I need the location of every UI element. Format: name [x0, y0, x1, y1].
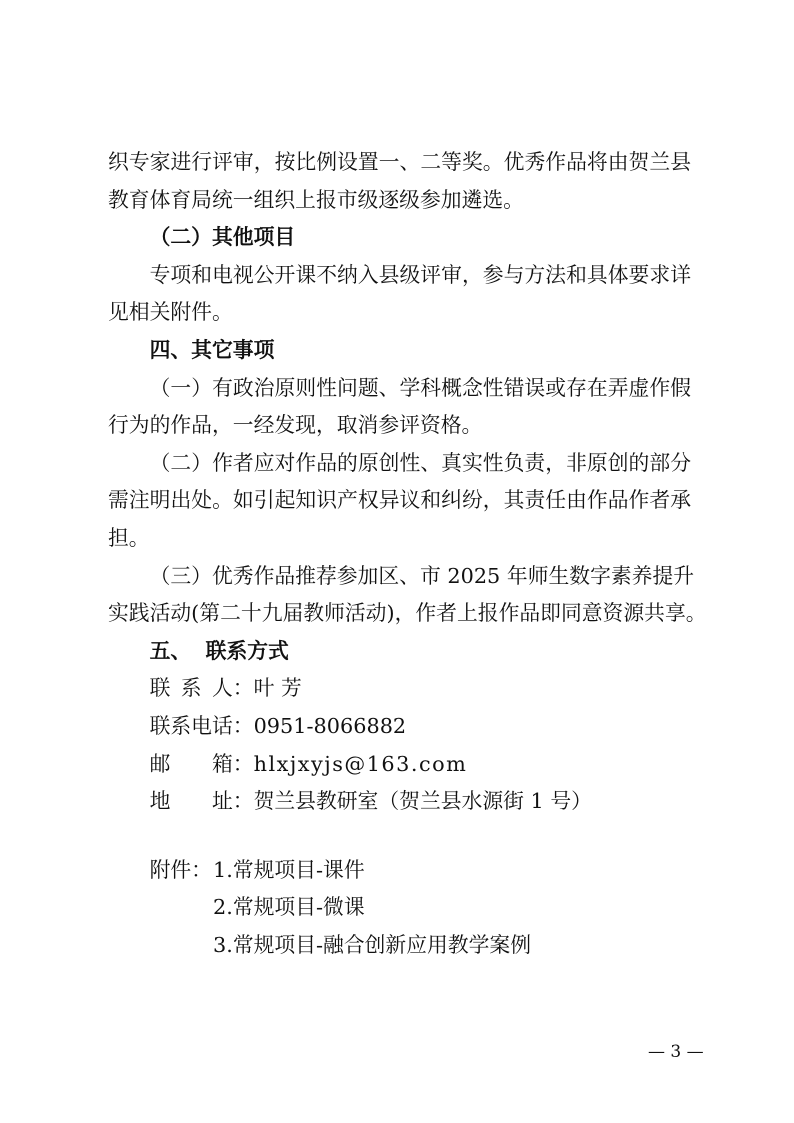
document-body	[108, 144, 707, 964]
paragraph-line: 织专家进行评审，按比例设置一、二等奖。优秀作品将由贺兰县	[108, 150, 691, 174]
paragraph-line: 需注明出处。如引起知识产权异议和纠纷，其责任由作品作者承	[108, 488, 691, 513]
paragraph-line: （二）作者应对作品的原创性、真实性负责，非原创的部分	[149, 450, 691, 475]
contact-email-label: 邮 箱	[149, 751, 233, 776]
page-number: — 3 —	[648, 1042, 704, 1062]
paragraph-line: 教育体育局统一组织上报市级逐级参加遴选。	[108, 187, 524, 212]
contact-person-label: 联 系 人	[149, 676, 233, 701]
colon: ：	[232, 789, 254, 814]
attachment-item: 2.常规项目-微课	[212, 895, 365, 920]
paragraph-line: （一）有政治原则性问题、学科概念性错误或存在弄虚作假	[149, 375, 691, 400]
contact-person-value: 叶 芳	[253, 676, 302, 701]
contact-address-row	[108, 783, 691, 821]
contact-email-row	[108, 746, 691, 784]
paragraph-line: 见相关附件。	[108, 300, 233, 325]
section-heading: 四、其它事项	[149, 337, 275, 362]
blank-line	[108, 821, 691, 852]
paragraph-line: 行为的作品，一经发现，取消参评资格。	[108, 413, 483, 438]
attachments-block	[108, 852, 691, 965]
paragraph-line: 担。	[108, 525, 150, 550]
colon: ：	[232, 676, 254, 701]
contact-phone-label: 联系电话	[149, 713, 233, 738]
colon: ：	[232, 751, 254, 776]
section-heading: 五、 联系方式	[149, 638, 289, 663]
paragraph-line: 实践活动(第二十九届教师活动)，作者上报作品即同意资源共享。	[108, 601, 707, 626]
contact-phone-row	[108, 708, 691, 746]
subsection-heading: （二）其他项目	[149, 225, 296, 250]
paragraph-line: （三）优秀作品推荐参加区、市 2025 年师生数字素养提升	[149, 563, 695, 588]
attachment-item: 3.常规项目-融合创新应用教学案例	[212, 932, 532, 957]
contact-person-row	[108, 670, 691, 708]
contact-address-value: 贺兰县教研室（贺兰县水源街 1 号）	[253, 789, 592, 814]
contact-address-label: 地 址	[149, 789, 233, 814]
contact-phone-value: 0951-8066882	[253, 713, 407, 738]
contact-email-value: hlxjxyjs@163.com	[253, 751, 468, 776]
attachment-item: 1.常规项目-课件	[212, 857, 365, 882]
paragraph-line: 专项和电视公开课不纳入县级评审，参与方法和具体要求详	[149, 262, 691, 287]
colon: ：	[232, 713, 254, 738]
attachments-label: 附件：	[149, 857, 212, 882]
attachments-list	[213, 852, 531, 965]
